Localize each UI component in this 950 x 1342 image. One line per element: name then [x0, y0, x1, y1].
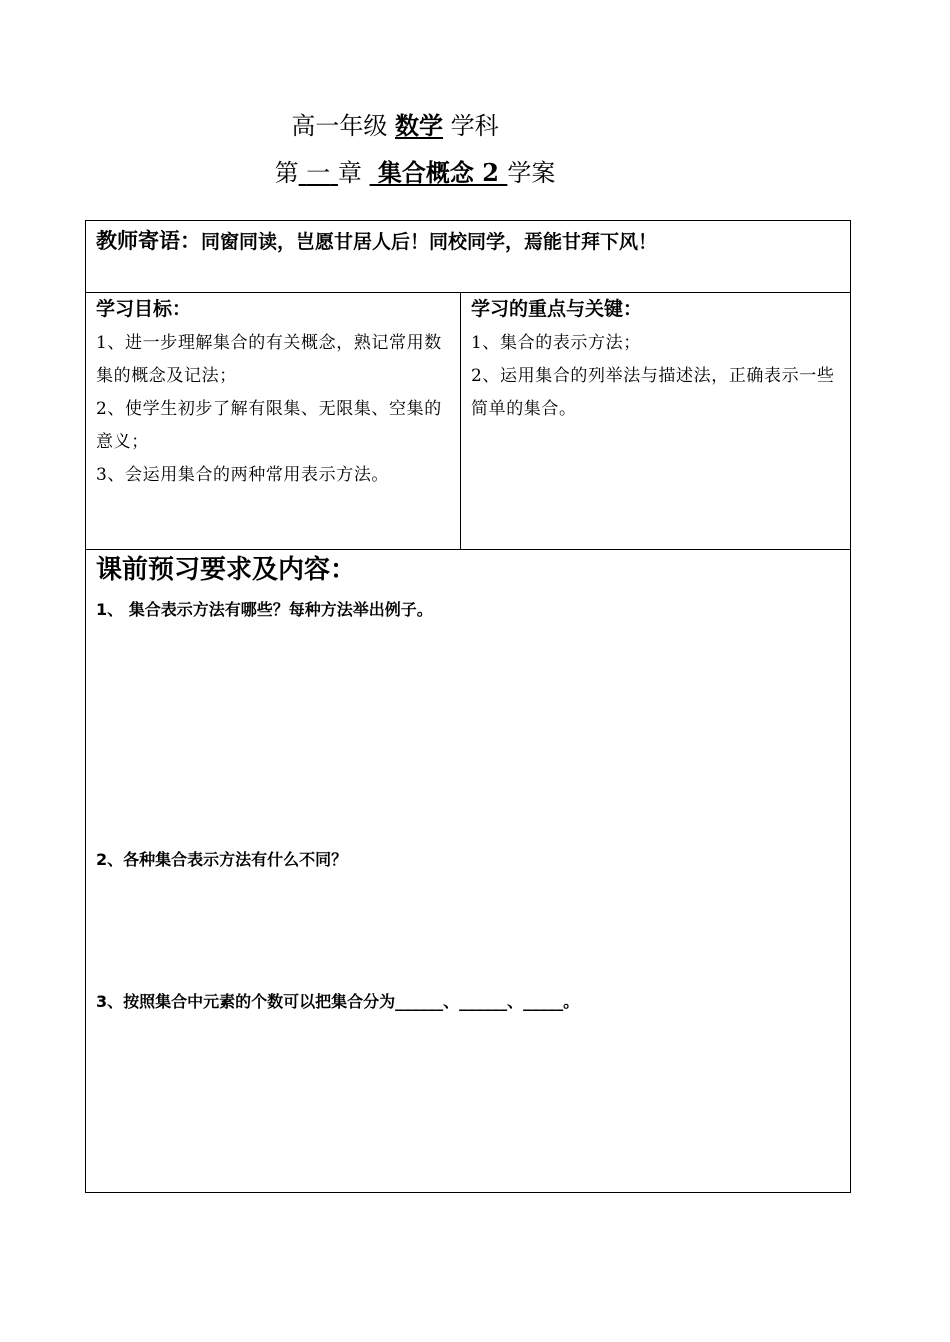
preview-heading: 课前预习要求及内容：	[96, 555, 357, 585]
keypoint-item: 1、集合的表示方法；	[471, 333, 641, 353]
objectives-heading: 学习目标：	[96, 298, 192, 320]
title-grade: 高一年级	[291, 112, 388, 140]
subtitle-suffix: 学案	[507, 159, 556, 187]
subtitle-chapter: 一	[306, 159, 331, 187]
subtitle-topic: 集合概念 2	[377, 158, 499, 187]
objective-item: 2、使学生初步了解有限集、无限集、空集的意义；	[96, 399, 442, 452]
objective-item: 3、会运用集合的两种常用表示方法。	[96, 465, 390, 485]
teacher-greeting	[96, 227, 657, 256]
keypoints-cell	[461, 293, 850, 549]
document-subtitle	[0, 155, 830, 191]
subtitle-mid: 章	[337, 159, 362, 187]
preview-question-2: 2、各种集合表示方法有什么不同？	[96, 850, 348, 869]
preview-question-1: 1、 集合表示方法有哪些？每种方法举出例子。	[96, 600, 433, 619]
subtitle-prefix: 第	[274, 159, 299, 187]
keypoints-heading: 学习的重点与关键：	[471, 298, 643, 320]
title-subject: 数学	[395, 111, 443, 140]
greeting-text: 同窗同读，岂愿甘居人后！同校同学，焉能甘拜下风！	[201, 231, 658, 253]
goals-row	[86, 293, 850, 550]
objectives-cell	[86, 293, 461, 549]
objective-item: 1、进一步理解集合的有关概念，熟记常用数集的概念及记法；	[96, 333, 442, 386]
greeting-label: 教师寄语：	[96, 229, 201, 253]
keypoint-item: 2、运用集合的列举法与描述法，正确表示一些简单的集合。	[471, 366, 835, 419]
document-title	[0, 108, 790, 144]
preview-question-3: 3、按照集合中元素的个数可以把集合分为______、______、_____。	[96, 992, 580, 1011]
preview-row	[86, 550, 850, 1192]
greeting-row	[86, 221, 850, 293]
title-suffix: 学科	[450, 112, 499, 140]
study-sheet-table	[85, 220, 851, 1193]
